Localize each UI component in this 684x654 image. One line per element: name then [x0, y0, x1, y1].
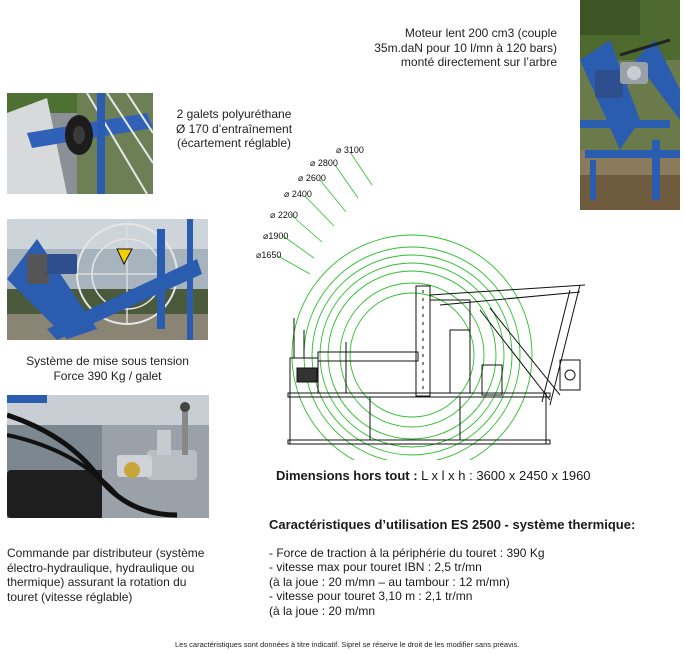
arc-2400: [320, 263, 504, 447]
label-d2600: ⌀ 2600: [298, 173, 326, 183]
drawing-svg: [250, 140, 590, 460]
spec-line: - Force de traction à la périphérie du touret : 390 Kg: [269, 546, 545, 560]
label-d2200: ⌀ 2200: [270, 210, 298, 220]
dimensions-label: Dimensions hors tout :: [276, 468, 418, 483]
footer-disclaimer: Les caractéristiques sont données à titre indicatif. Siprel se réserve le droit de les modifier sans préavis.: [175, 640, 520, 649]
arc-2200: [328, 271, 496, 439]
caption-tension: [5, 354, 210, 383]
spec-line: (à la joue : 20 m/mn – au tambour : 12 m/mn): [269, 574, 510, 589]
caption-line: Moteur lent 200 cm3 (couple: [404, 26, 557, 40]
caption-line: 2 galets polyuréthane: [176, 107, 292, 121]
label-d3100: ⌀ 3100: [336, 145, 364, 155]
arc-2600: [312, 255, 512, 455]
spec-line: - vitesse pour touret 3,10 m : 2,1 tr/mn: [269, 589, 473, 604]
caption-line: thermique) assurant la rotation du: [7, 575, 187, 589]
caption-line: monté directement sur l’arbre: [400, 55, 557, 69]
caption-line: électro-hydraulique, hydraulique ou: [7, 560, 195, 575]
diameter-arcs: [292, 235, 532, 460]
label-d1900: ⌀1900: [263, 231, 289, 241]
specs-list: [269, 546, 599, 618]
caption-line: Système de mise sous tension: [26, 354, 189, 368]
diameter-labels: [256, 145, 364, 260]
arc-2800: [304, 247, 520, 460]
photo-rollers: [7, 93, 153, 194]
caption-line: 35m.daN pour 10 l/mn à 120 bars): [374, 40, 557, 55]
caption-motor: [340, 26, 557, 70]
caption-line: (écartement réglable): [176, 136, 292, 150]
photo-tension: [7, 219, 208, 340]
arc-1900: [340, 283, 484, 427]
technical-drawing: [250, 140, 590, 460]
caption-line: Force 390 Kg / galet: [53, 368, 162, 383]
label-d1650: ⌀1650: [256, 250, 282, 260]
dimensions-line: [276, 468, 591, 483]
caption-line: touret (vitesse réglable): [7, 589, 133, 604]
spec-line: (à la joue : 20 m/mn: [269, 603, 376, 618]
arc-1650: [350, 293, 474, 417]
specs-title: Caractéristiques d’utilisation ES 2500 - système thermique:: [269, 517, 636, 532]
caption-line: Commande par distributeur (système: [7, 546, 205, 560]
spec-line: - vitesse max pour touret IBN : 2,5 tr/mn: [269, 560, 482, 575]
label-d2800: ⌀ 2800: [310, 158, 338, 168]
caption-line: Ø 170 d’entraînement: [175, 121, 293, 136]
photo-control: [7, 395, 209, 518]
caption-control: [7, 546, 242, 604]
photo-motor: [580, 0, 680, 210]
label-d2400: ⌀ 2400: [284, 189, 312, 199]
dimensions-value: L x l x h : 3600 x 2450 x 1960: [417, 468, 591, 483]
